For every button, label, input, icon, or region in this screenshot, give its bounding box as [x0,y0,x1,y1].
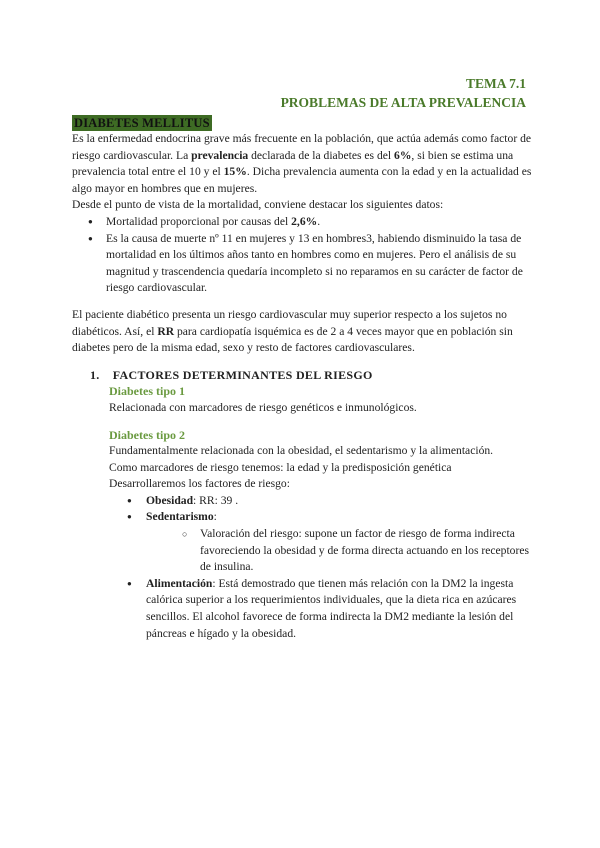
tipo1-title: Diabetes tipo 1 [109,384,185,399]
tipo2-line3: Desarrollaremos los factores de riesgo: [109,477,290,491]
tipo2-line1: Fundamentalmente relacionada con la obesidad, el sedentarismo y la alimentación. [109,444,494,458]
rr-paragraph: El paciente diabético presenta un riesgo cardiovascular muy superior respecto a los sujetos no diabéticos. Así, el RR para cardiopatía isquémica es de 2 a 4 veces mayor que en población sin diabetes pero de la misma edad, sexo y resto de factores cardiovasculares. [72,307,513,355]
list-item-sedentarismo: ● Sedentarismo: ○ Valoración del riesgo: supone un factor de riesgo de forma indirecta favoreciendo la obesidad y de forma directa actuando en los receptores de insulina. [146,509,532,575]
list-item: ○ Valoración del riesgo: supone un factor de riesgo de forma indirecta favoreciendo la obesidad y de forma directa actuando en los receptores de insulina. [200,526,532,576]
tipo2-line2: Como marcadores de riesgo tenemos: la edad y la predisposición genética [109,460,452,474]
mortality-list [72,214,532,297]
risk-factor-list [72,493,532,642]
section-factors-title: 1. FACTORES DETERMINANTES DEL RIESGO [90,367,373,382]
list-item-obesidad: ● Obesidad: RR: 39 . [146,493,532,510]
sedentarismo-sublist [146,526,532,576]
tipo1-block [72,383,532,493]
topic-number: TEMA 7.1 [465,76,526,91]
page-title: PROBLEMAS DE ALTA PREVALENCIA [280,95,526,110]
section-heading-diabetes: DIABETES MELLITUS [74,116,210,130]
intro-paragraph: Es la enfermedad endocrina grave más frecuente en la población, que actúa además como factor de riesgo cardiovascular. La prevalencia declarada de la diabetes es del 6%, si bien se estima una prevalencia total entre el 10 y el 15%. Dicha prevalencia aumenta con la edad y en la actualidad es algo mayor en hombres que en mujeres. [72,132,532,195]
list-item-alimentacion: ● Alimentación: Está demostrado que tienen más relación con la DM2 la ingesta calórica superior a los requerimientos individuales, que la dieta rica en azúcares sencillos. El alcohol favorece de forma indirecta la DM2 mediante la lesión del páncreas e hígado y la obesidad. [146,576,532,642]
tipo2-title: Diabetes tipo 2 [109,427,185,442]
document-body [72,131,532,642]
list-item: ● Es la causa de muerte nº 11 en mujeres y 13 en hombres3, habiendo disminuido la tasa de mortalidad en los últimos años tanto en hombres como en mujeres. Pero el análisis de su magnitud y trascendencia quedaría incompleto si no reparamos en su carácter de factor de riesgo cardiovascular. [106,231,532,297]
list-item: ● Mortalidad proporcional por causas del 2,6%. [106,214,532,231]
mortality-intro: Desde el punto de vista de la mortalidad, conviene destacar los siguientes datos: [72,198,444,212]
tipo1-text: Relacionada con marcadores de riesgo genéticos e inmunológicos. [109,400,417,414]
